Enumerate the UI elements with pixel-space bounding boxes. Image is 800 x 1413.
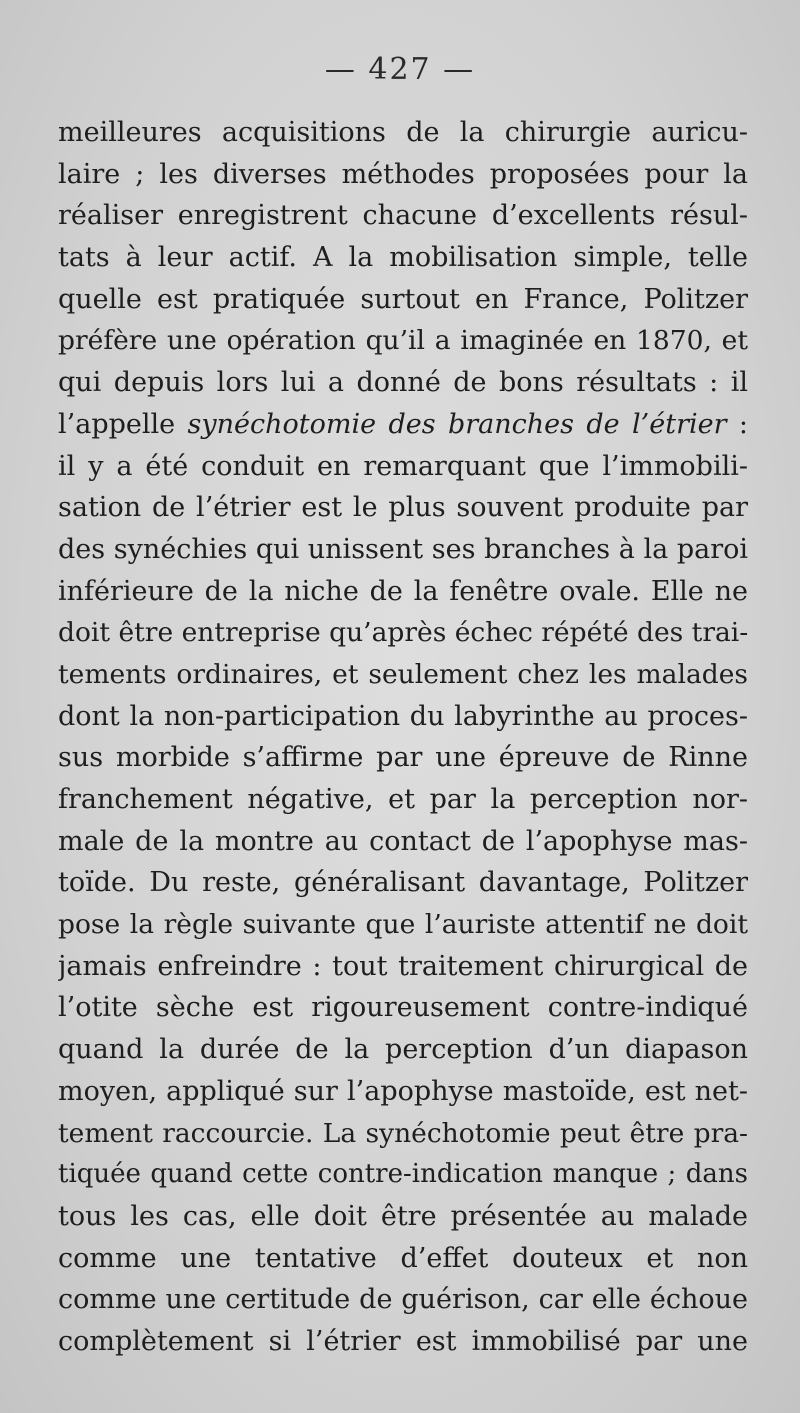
text-line: tiquée quand cette contre-indication manque ; dans	[58, 1159, 748, 1190]
text-line: complètement si l’étrier est immobilisé par une	[58, 1325, 748, 1357]
text-line: tement raccourcie. La synéchotomie peut être pra-	[58, 1117, 748, 1149]
text-line: dont la non-participation du labyrinthe au proces-	[58, 700, 748, 732]
text-line: franchement négative, et par la perception nor-	[58, 784, 748, 815]
text-line: pose la règle suivante que l’auriste attentif ne doit	[58, 909, 748, 941]
text-line: male de la montre au contact de l’apophyse mas-	[58, 825, 748, 857]
text-line: sation de l’étrier est le plus souvent produite par	[58, 492, 748, 524]
text-line: tous les cas, elle doit être présentée au malade	[58, 1200, 748, 1232]
text-segment: l’appelle	[58, 408, 188, 440]
text-line: comme une certitude de guérison, car elle échoue	[58, 1284, 748, 1316]
page-number: — 427 —	[324, 52, 476, 87]
text-line: quelle est pratiquée surtout en France, Politzer	[58, 283, 748, 315]
text-line: tements ordinaires, et seulement chez les malades	[58, 658, 748, 690]
text-line: meilleures acquisitions de la chirurgie auricu-	[58, 117, 748, 148]
text-line: jamais enfreindre : tout traitement chirurgical de	[58, 950, 748, 982]
text-line: quand la durée de la perception d’un diapason	[58, 1034, 748, 1066]
text-line: inférieure de la niche de la fenêtre ovale. Elle ne	[58, 575, 748, 607]
text-line: laire ; les diverses méthodes proposées pour la	[58, 158, 748, 190]
text-line: doit être entreprise qu’après échec répété des trai-	[58, 617, 748, 649]
text-line: comme une tentative d’effet douteux et non	[58, 1242, 748, 1274]
text-line: il y a été conduit en remarquant que l’immobili-	[58, 450, 748, 482]
text-line: préfère une opération qu’il a imaginée en 1870, et	[58, 325, 748, 357]
text-line: moyen, appliqué sur l’apophyse mastoïde, est net-	[58, 1075, 748, 1107]
text-line: tats à leur actif. A la mobilisation simple, telle	[58, 242, 748, 274]
body-text	[58, 112, 748, 1363]
text-line: qui depuis lors lui a donné de bons résultats : il	[58, 367, 748, 399]
text-line: des synéchies qui unissent ses branches à la paroi	[58, 533, 748, 565]
text-line: toïde. Du reste, généralisant davantage, Politzer	[58, 867, 748, 899]
text-line	[58, 404, 748, 446]
text-line: réaliser enregistrent chacune d’excellents résul-	[58, 200, 748, 232]
italic-term: synéchotomie des branches de l’étrier	[187, 408, 727, 440]
text-line: l’otite sèche est rigoureusement contre-indiqué	[58, 992, 748, 1024]
text-segment: :	[726, 408, 748, 440]
text-line: sus morbide s’affirme par une épreuve de Rinne	[58, 742, 748, 774]
